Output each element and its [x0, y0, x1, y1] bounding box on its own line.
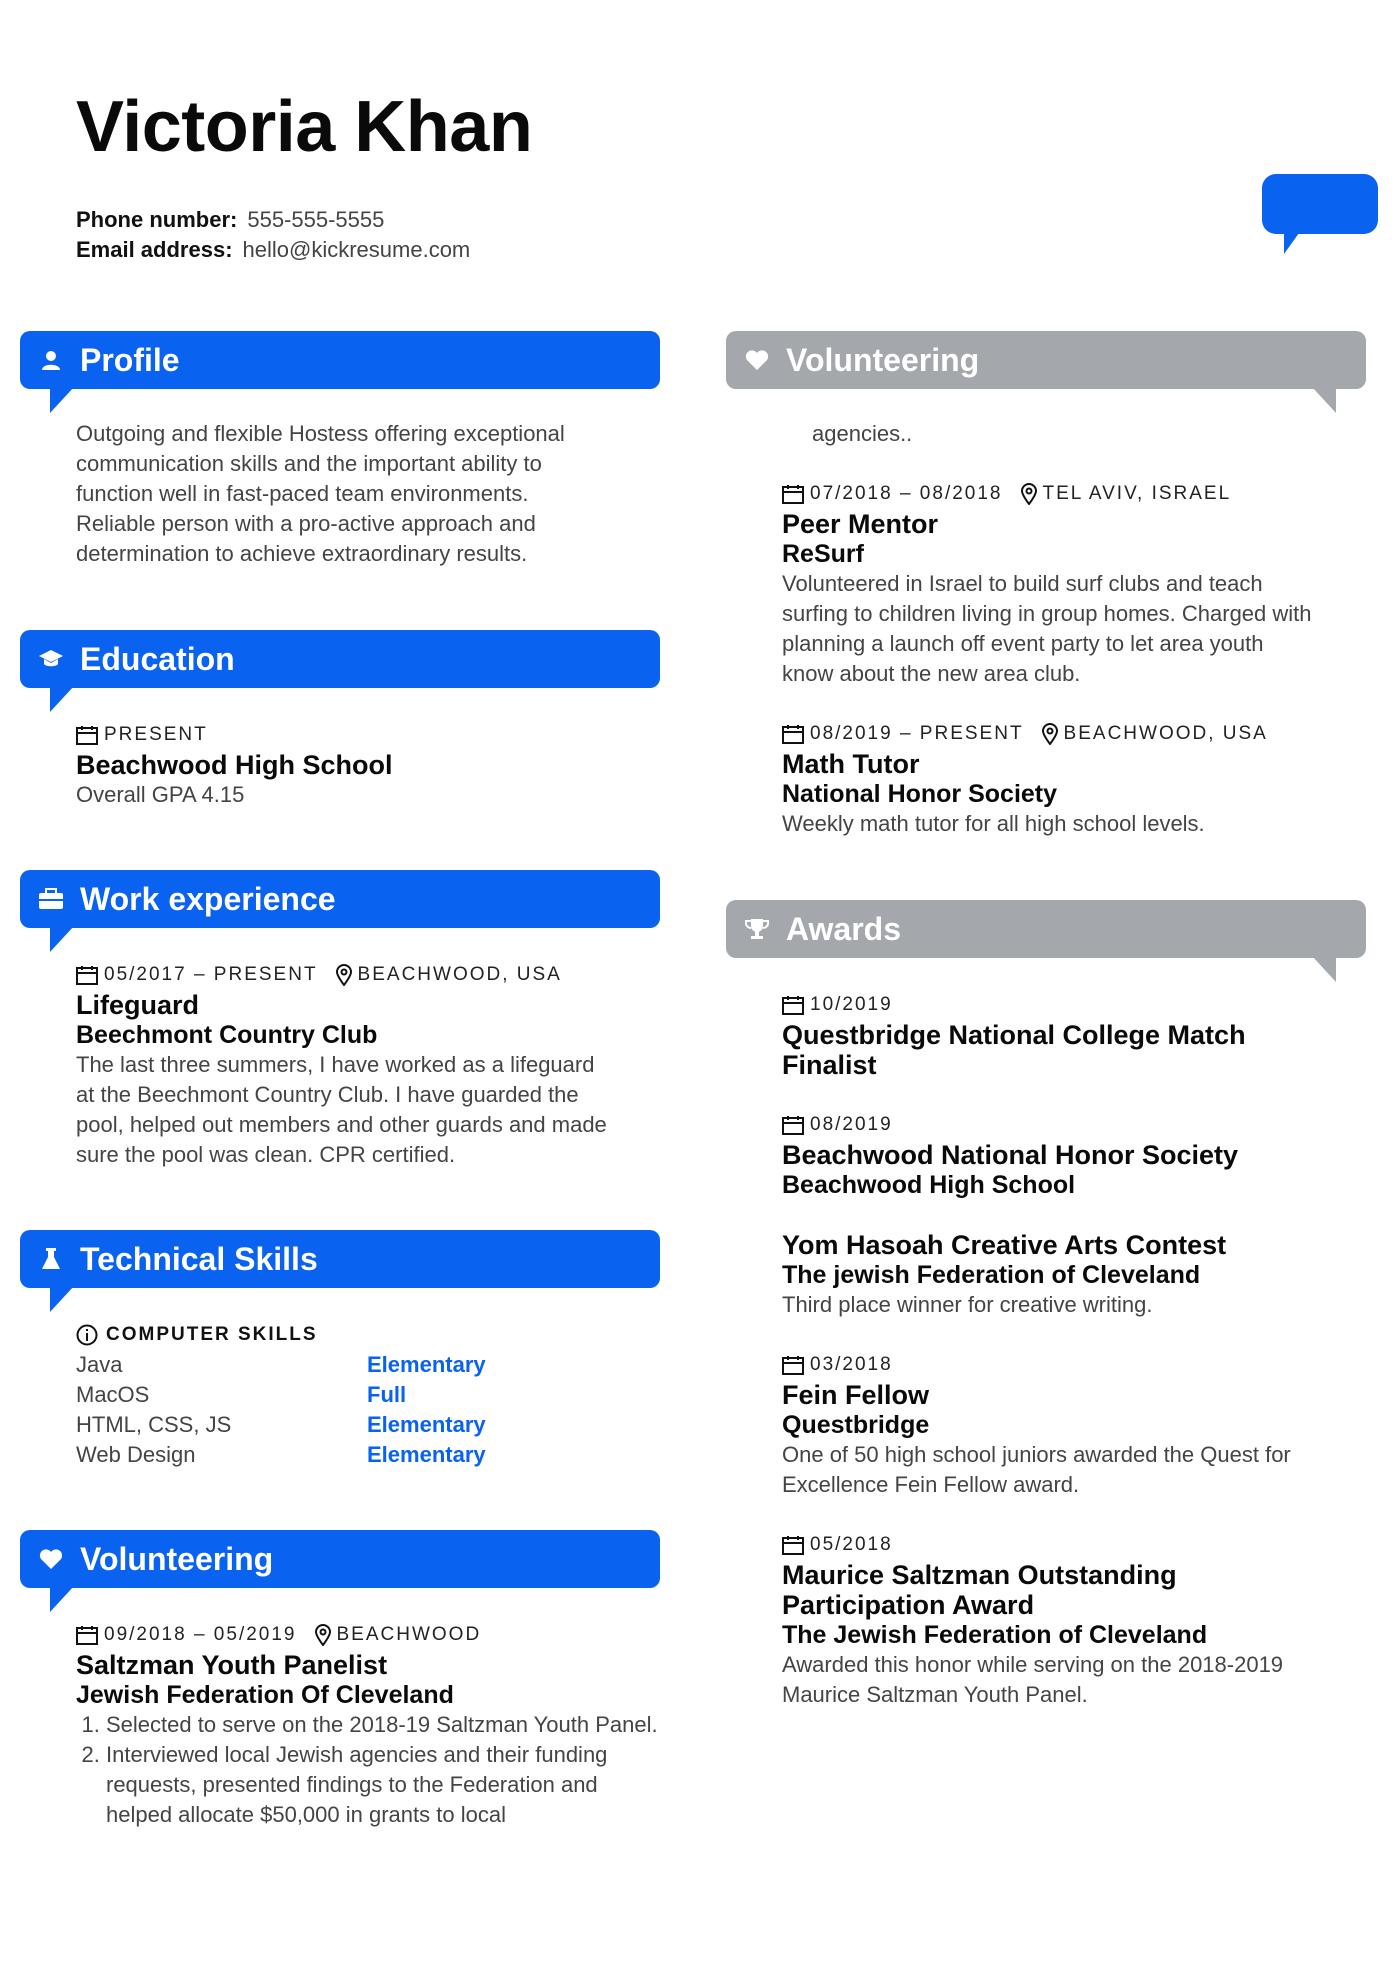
volunteering-role: Peer Mentor [782, 509, 939, 539]
volunteering-title: Volunteering [80, 1540, 274, 1577]
education-detail: Overall GPA 4.15 [76, 782, 245, 807]
candidate-name: Victoria Khan [76, 87, 533, 167]
volunteering-meta [76, 1620, 666, 1650]
profile-header [20, 331, 660, 389]
skill-row [76, 1440, 666, 1470]
calendar-icon [782, 1115, 804, 1135]
volunteering-date: 08/2019 – PRESENT [810, 723, 1024, 744]
volunteering-location: BEACHWOOD, USA [1063, 723, 1268, 744]
volunteering-line: Weekly math tutor for all high school levels. [782, 811, 1205, 836]
awards-title: Awards [786, 910, 902, 947]
award-org: Beachwood High School [782, 1171, 1076, 1199]
profile-line: communication skills and the important ability to [76, 451, 542, 476]
work-line: The last three summers, I have worked as a lifeguard [76, 1052, 595, 1077]
volunteering-meta [782, 719, 1372, 749]
calendar-icon [76, 725, 98, 745]
volunteering-continued [782, 419, 1372, 839]
award-org: Questbridge [782, 1411, 930, 1439]
volunteering-role: Math Tutor [782, 749, 920, 779]
award-description: Maurice Saltzman Youth Panel. [782, 1682, 1088, 1707]
email-value: hello@kickresume.com [242, 237, 471, 262]
award-date: 05/2018 [810, 1534, 893, 1555]
volunteering-role: Saltzman Youth Panelist [76, 1650, 388, 1680]
award-description: One of 50 high school juniors awarded the Quest for [782, 1442, 1291, 1467]
award-meta [782, 1110, 1372, 1140]
volunteering-date: 09/2018 – 05/2019 [104, 1624, 297, 1645]
volunteering-date: 07/2018 – 08/2018 [810, 483, 1003, 504]
volunteering-continued-header [726, 331, 1366, 389]
location-pin-icon [315, 1624, 331, 1646]
graduation-cap-icon [36, 644, 66, 674]
calendar-icon [782, 1355, 804, 1375]
award-description: Awarded this honor while serving on the 2018-2019 [782, 1652, 1284, 1677]
list-item: 2. Interviewed local Jewish agencies and their funding requests, presented findings to the Federation and helped allocate $50,000 in grants to local [106, 1740, 666, 1830]
profile-summary [76, 419, 656, 569]
award-title: Yom Hasoah Creative Arts Contest [782, 1230, 1227, 1260]
award-date: 10/2019 [810, 994, 893, 1015]
volunteering-location: TEL AVIV, ISRAEL [1042, 483, 1232, 504]
profile-line: Reliable person with a pro-active approach and [76, 511, 536, 536]
profile-line: determination to achieve extraordinary results. [76, 541, 528, 566]
education-school: Beachwood High School [76, 750, 393, 780]
calendar-icon [76, 965, 98, 985]
work-line: sure the pool was clean. CPR certified. [76, 1142, 456, 1167]
skill-name: Java [76, 1352, 123, 1377]
skill-row [76, 1380, 666, 1410]
phone-row [76, 205, 470, 235]
phone-label: Phone number: [76, 207, 238, 232]
volunteering-org: ReSurf [782, 540, 864, 568]
work-line: at the Beechmont Country Club. I have guarded the [76, 1082, 579, 1107]
skill-name: MacOS [76, 1382, 150, 1407]
award-description: Third place winner for creative writing. [782, 1292, 1153, 1317]
volunteering-line: surfing to children living in group homes. Charged with [782, 601, 1312, 626]
award-description: Excellence Fein Fellow award. [782, 1472, 1080, 1497]
education-entry [76, 720, 656, 810]
award-title: Fein Fellow [782, 1380, 930, 1410]
trophy-icon [742, 914, 772, 944]
award-title: Finalist [782, 1050, 877, 1080]
skills-category [76, 1320, 666, 1350]
skill-level: Elementary [367, 1412, 486, 1437]
work-header [20, 870, 660, 928]
heart-icon [742, 345, 772, 375]
award-title: Participation Award [782, 1590, 1035, 1620]
contact-info [76, 205, 470, 265]
user-icon [36, 345, 66, 375]
volunteering-line: know about the new area club. [782, 661, 1081, 686]
education-date: PRESENT [104, 724, 208, 745]
phone-value: 555-555-5555 [247, 207, 385, 232]
calendar-icon [782, 1535, 804, 1555]
volunteering-entry [76, 1620, 666, 1830]
work-role: Lifeguard [76, 990, 200, 1020]
volunteering-continued-title: Volunteering [786, 341, 980, 378]
skill-level: Full [367, 1382, 407, 1407]
work-title: Work experience [80, 880, 336, 917]
profile-line: function well in fast-paced team environments. [76, 481, 529, 506]
skills-block [76, 1320, 666, 1470]
award-meta [782, 990, 1372, 1020]
volunteering-org: National Honor Society [782, 780, 1058, 808]
volunteering-org: Jewish Federation Of Cleveland [76, 1681, 454, 1709]
heart-icon [36, 1544, 66, 1574]
education-header [20, 630, 660, 688]
work-date: 05/2017 – PRESENT [104, 964, 318, 985]
volunteering-continuation: agencies.. [812, 421, 913, 446]
location-pin-icon [336, 964, 352, 986]
speech-bubble-decoration [1262, 174, 1378, 234]
profile-title: Profile [80, 341, 180, 378]
volunteering-list [76, 1710, 666, 1830]
work-line: pool, helped out members and other guards and made [76, 1112, 607, 1137]
skill-name: Web Design [76, 1442, 196, 1467]
skill-name: HTML, CSS, JS [76, 1412, 232, 1437]
skill-level: Elementary [367, 1442, 486, 1467]
volunteering-line: planning a launch off event party to let area youth [782, 631, 1264, 656]
education-title: Education [80, 640, 235, 677]
work-location: BEACHWOOD, USA [357, 964, 562, 985]
location-pin-icon [1042, 723, 1058, 745]
volunteering-header [20, 1530, 660, 1588]
awards-header [726, 900, 1366, 958]
skill-level: Elementary [367, 1352, 486, 1377]
volunteering-meta [782, 479, 1372, 509]
briefcase-icon [36, 884, 66, 914]
email-label: Email address: [76, 237, 233, 262]
award-title: Beachwood National Honor Society [782, 1140, 1239, 1170]
award-org: The jewish Federation of Cleveland [782, 1261, 1201, 1289]
award-org: The Jewish Federation of Cleveland [782, 1621, 1208, 1649]
email-row [76, 235, 470, 265]
work-org: Beechmont Country Club [76, 1021, 378, 1049]
award-meta [782, 1530, 1372, 1560]
profile-line: Outgoing and flexible Hostess offering exceptional [76, 421, 565, 446]
calendar-icon [782, 484, 804, 504]
award-title: Maurice Saltzman Outstanding [782, 1560, 1177, 1590]
calendar-icon [782, 724, 804, 744]
skills-header [20, 1230, 660, 1288]
skills-category-label: COMPUTER SKILLS [106, 1324, 318, 1345]
volunteering-location: BEACHWOOD [336, 1624, 482, 1645]
work-meta [76, 960, 666, 990]
list-item: 1. Selected to serve on the 2018-19 Saltzman Youth Panel. [106, 1710, 666, 1740]
volunteering-line: Volunteered in Israel to build surf clubs and teach [782, 571, 1263, 596]
awards-list [782, 990, 1372, 1710]
info-icon [76, 1324, 98, 1346]
award-meta [782, 1350, 1372, 1380]
award-title: Questbridge National College Match [782, 1020, 1246, 1050]
education-meta [76, 720, 656, 750]
award-date: 03/2018 [810, 1354, 893, 1375]
location-pin-icon [1021, 483, 1037, 505]
flask-icon [36, 1244, 66, 1274]
work-entry [76, 960, 666, 1170]
calendar-icon [782, 995, 804, 1015]
award-date: 08/2019 [810, 1114, 893, 1135]
skill-row [76, 1410, 666, 1440]
calendar-icon [76, 1625, 98, 1645]
skills-title: Technical Skills [80, 1240, 318, 1277]
skill-row [76, 1350, 666, 1380]
